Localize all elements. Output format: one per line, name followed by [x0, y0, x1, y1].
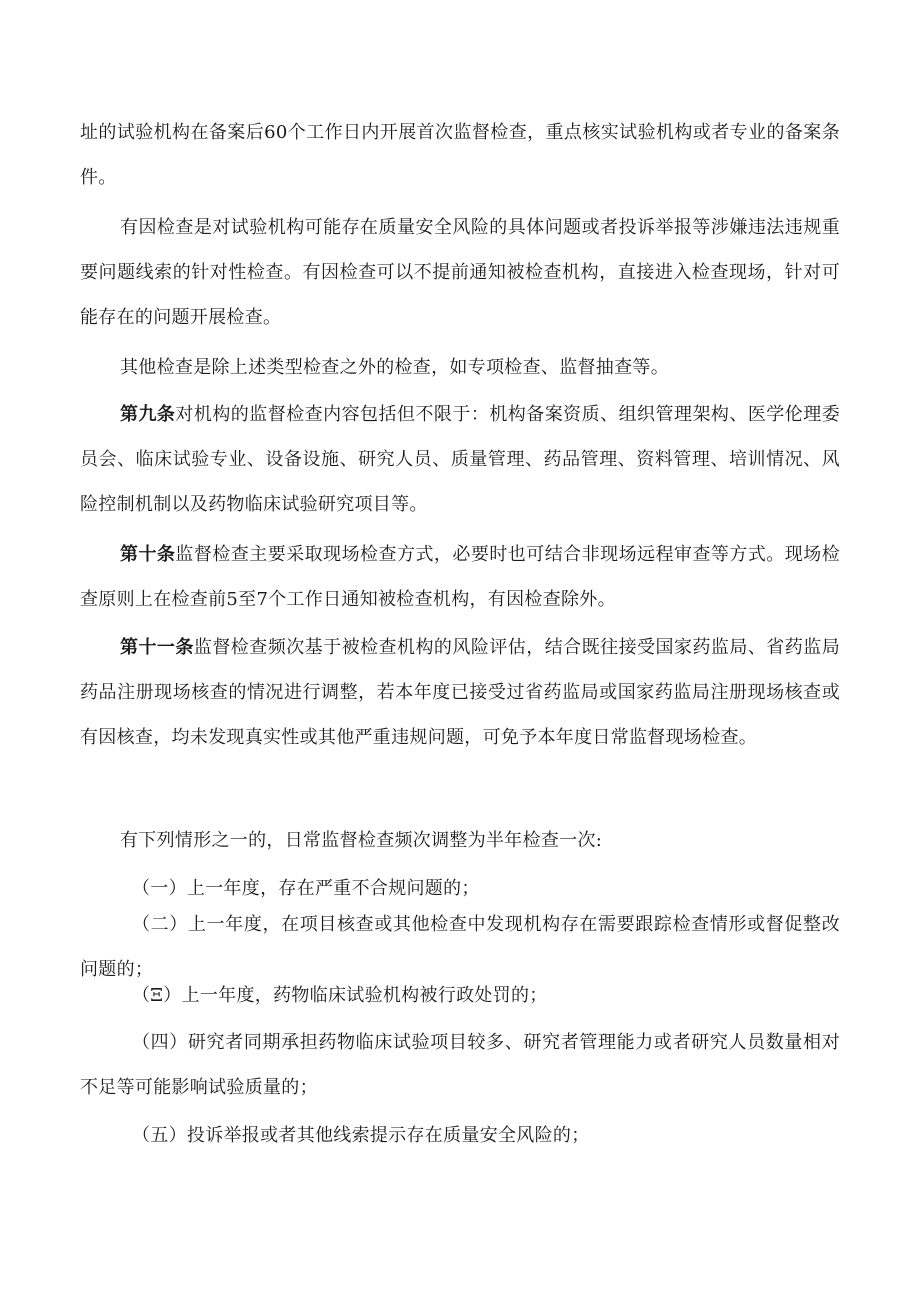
article-text: 对机构的监督检查内容包括但不限于：机构备案资质、组织管理架构、医学伦理委员会、临床试验专业、设备设施、研究人员、质量管理、药品管理、资料管理、培训情况、风险控制机制以及药物临床试验研究项目等。 — [80, 404, 841, 515]
list-item-text: （一）上一年度，存在严重不合规问题的； — [132, 878, 480, 899]
article-9 — [80, 392, 840, 527]
list-item-5 — [80, 1113, 840, 1158]
article-number: 第九条 — [120, 404, 176, 425]
list-item-text: （五）投诉举报或者其他线索提示存在质量安全风险的； — [132, 1125, 590, 1146]
article-number: 第十条 — [120, 544, 176, 565]
article-10 — [80, 532, 840, 622]
paragraph-text: 有下列情形之一的，日常监督检查频次调整为半年检查一次: — [120, 830, 603, 851]
article-text: 监督检查频次基于被检查机构的风险评估，结合既往接受国家药监局、省药监局药品注册现场核查的情况进行调整，若本年度已接受过省药监局或国家药监局注册现场核查或有因核查，均未发现真实性或其他严重违规问题，可免予本年度日常监督现场检查。 — [80, 637, 841, 748]
article-11 — [80, 625, 840, 760]
list-item-3 — [80, 973, 840, 1018]
paragraph-text: 址的试验机构在备案后60个工作日内开展首次监督检查，重点核实试验机构或者专业的备案条件。 — [80, 122, 840, 188]
list-item-text: （Ξ）上一年度，药物临床试验机构被行政处罚的； — [132, 985, 548, 1006]
article-number: 第十一条 — [120, 637, 194, 658]
list-item-4 — [80, 1020, 840, 1110]
article-text: 监督检查主要采取现场检查方式，必要时也可结合非现场远程审查等方式。现场检查原则上在检查前5至7个工作日通知被检查机构，有因检查除外。 — [80, 544, 841, 610]
paragraph-text: 有因检查是对试验机构可能存在质量安全风险的具体问题或者投诉举报等涉嫌违法违规重要问题线索的针对性检查。有因检查可以不提前通知被检查机构，直接进入检查现场，针对可能存在的问题开展检查。 — [80, 217, 840, 328]
list-item-text: （二）上一年度，在项目核查或其他检查中发现机构存在需要跟踪检查情形或督促整改问题的； — [80, 914, 840, 980]
paragraph-text: 其他检查是除上述类型检查之外的检查，如专项检查、监督抽查等。 — [120, 357, 669, 378]
list-item-text: （四）研究者同期承担药物临床试验项目较多、研究者管理能力或者研究人员数量相对不足等可能影响试验质量的； — [80, 1032, 840, 1098]
paragraph-for-cause-inspection — [80, 205, 840, 340]
paragraph-other-inspection — [80, 345, 840, 390]
paragraph-frequency-conditions — [80, 818, 840, 863]
paragraph-continuation — [80, 110, 840, 200]
